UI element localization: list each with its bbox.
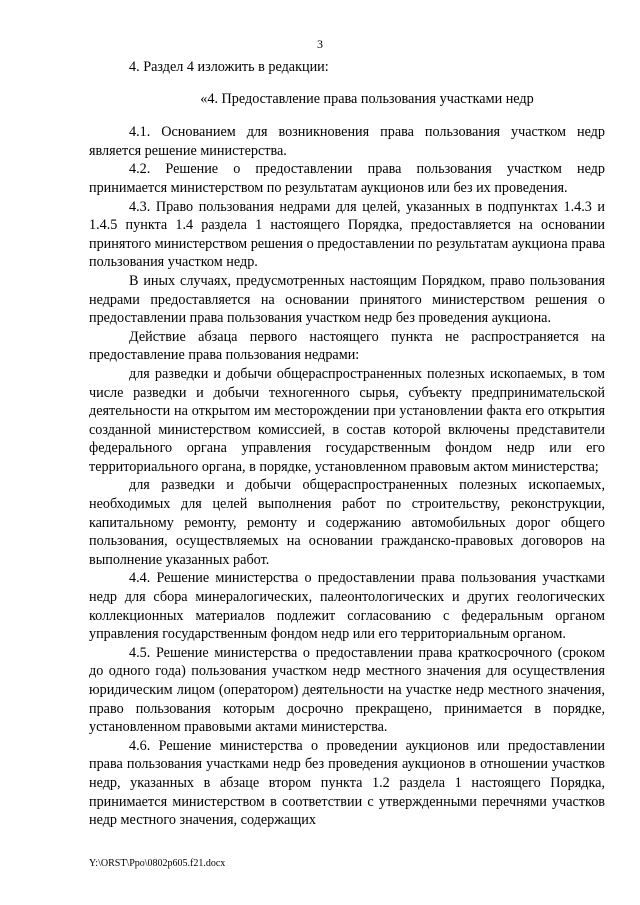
paragraph-4-6: 4.6. Решение министерства о проведении аукционов или предоставлении права пользования участками недр без проведения аукционов в отношении участков недр, указанных в абзаце втором пункта 1.2 раздела 1 настоящего Порядка, принимается министерством в соответствии с утвержденными перечнями участков недр местного значения, содержащих (89, 737, 605, 829)
paragraph-exception: Действие абзаца первого настоящего пункта не распространяется на предоставление права пользования недрами: (89, 328, 605, 364)
paragraph-4-3: 4.3. Право пользования недрами для целей, указанных в подпунктах 1.4.3 и 1.4.5 пункта 1.4 раздела 1 настоящего Порядка, предоставляется на основании принятого министерством решения о предоставлении по результатам аукциона права пользования участком недр. (89, 198, 606, 271)
paragraph-4-4: 4.4. Решение министерства о предоставлении права пользования участками недр для сбора минералогических, палеонтологических и других геологических коллекционных материалов подлежит согласованию с федеральным органом управления государственным фондом недр или его территориальным органом. (89, 570, 605, 643)
file-path-footer: Y:\ORST\Ppo\0802p605.f21.docx (89, 858, 226, 869)
document-body (89, 58, 605, 830)
page-number: 3 (317, 37, 323, 51)
intro-line: 4. Раздел 4 изложить в редакции: (129, 59, 329, 75)
paragraph-other-cases: В иных случаях, предусмотренных настоящим Порядком, право пользования недрами предоставляется на основании принятого министерством решения о предоставлении права пользования участком недр без проведения аукциона. (89, 272, 605, 327)
paragraph-4-2: 4.2. Решение о предоставлении права пользования участком недр принимается министерством по результатам аукционов или без их проведения. (89, 161, 605, 196)
section-heading: «4. Предоставление права пользования участками недр (200, 90, 534, 107)
paragraph-4-5: 4.5. Решение министерства о предоставлении права краткосрочного (сроком до одного года) пользования участком недр местного значения для осуществления юридическим лицом (оператором) деятельности на участке недр местного значения, право пользования которым досрочно прекращено, принимается в порядке, установленном правовыми актами министерства. (89, 644, 605, 736)
paragraph-4-1: 4.1. Основанием для возникновения права пользования участком недр является решение министерства. (89, 124, 605, 159)
paragraph-exception-item-1: для разведки и добычи общераспространенных полезных ископаемых, в том числе разведки и добычи техногенного сырья, субъекту предпринимательской деятельности на открытом им месторождении при установлении факта его открытия созданной министерством комиссией, в состав которой включены представители федерального органа управления государственным фондом недр или его территориального органа, в порядке, установленном правовым актом министерства; (89, 365, 605, 475)
paragraph-exception-item-2: для разведки и добычи общераспространенных полезных ископаемых, необходимых для целей выполнения работ по строительству, реконструкции, капитальному ремонту, ремонту и содержанию автомобильных дорог общего пользования, осуществляемых на основании гражданско-правовых договоров на выполнение указанных работ. (89, 477, 605, 568)
